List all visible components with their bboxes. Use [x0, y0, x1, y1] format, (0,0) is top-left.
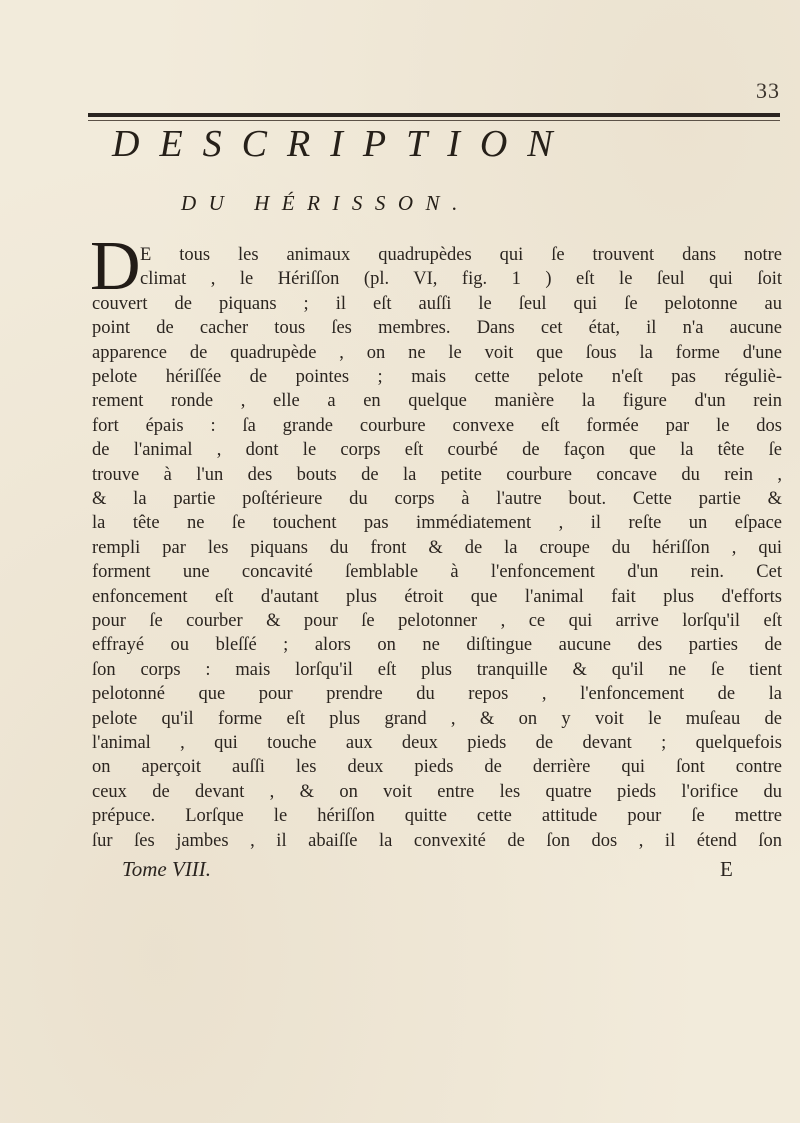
text-line: pelote hériſſée de pointes ; mais cette pelote n'eſt pas réguliè-: [92, 367, 782, 387]
text-line: ſur ſes jambes , il abaiſſe la convexité de ſon dos , il étend ſon: [92, 830, 782, 851]
drop-cap: D: [90, 228, 141, 305]
header-rule-thin: [88, 120, 780, 121]
text-line: la tête ne ſe touchent pas immédiatement , il reſte un eſpace: [92, 513, 782, 534]
text-line: de l'animal , dont le corps eſt courbé de façon que la tête ſe: [92, 440, 782, 461]
text-line: fort épais : ſa grande courbure convexe eſt formée par le dos: [92, 415, 782, 436]
text-line: rement ronde , elle a en quelque manière la figure d'un rein: [92, 391, 782, 412]
text-line: on aperçoit auſſi les deux pieds de derrière qui ſont contre: [92, 757, 782, 778]
text-line: forment une concavité ſemblable à l'enfoncement d'un rein. Cet: [92, 562, 782, 583]
text-line: pelotonné que pour prendre du repos , l'enfoncement de la: [92, 684, 782, 705]
text-line: l'animal , qui touche aux deux pieds de devant ; quelquefois: [92, 733, 782, 753]
page-number: 33: [756, 78, 780, 103]
text-line: rempli par les piquans du front & de la croupe du hériſſon , qui: [92, 537, 782, 558]
text-line: couvert de piquans ; il eſt auſſi le ſeul qui ſe pelotonne au: [92, 293, 782, 314]
header-rule: [88, 113, 780, 117]
text-line: apparence de quadrupède , on ne le voit que ſous la forme d'une: [92, 342, 782, 363]
volume-signature: Tome VIII.: [122, 857, 212, 881]
text-line: climat , le Hériſſon (pl. VI, fig. 1 ) eſt le ſeul qui ſoit: [140, 269, 782, 290]
text-line: effrayé ou bleſſé ; alors on ne diſtingue aucune des parties de: [92, 635, 782, 656]
chapter-subtitle: DU HÉRISSON.: [181, 191, 470, 215]
text-line: point de cacher tous ſes membres. Dans cet état, il n'a aucune: [92, 318, 782, 339]
text-line: prépuce. Lorſque le hériſſon quitte cette attitude pour ſe mettre: [92, 806, 782, 827]
text-line: E tous les animaux quadrupèdes qui ſe trouvent dans notre: [140, 245, 782, 265]
text-line: ceux de devant , & on voit entre les quatre pieds l'orifice du: [92, 781, 782, 802]
text-line: pelote qu'il forme eſt plus grand , & on y voit le muſeau de: [92, 708, 782, 729]
chapter-title: DESCRIPTION: [112, 123, 573, 165]
text-line: trouve à l'un des bouts de la petite courbure concave du rein ,: [92, 464, 782, 485]
gathering-signature: E: [720, 857, 733, 881]
text-line: & la partie poſtérieure du corps à l'autre bout. Cette partie &: [92, 489, 782, 509]
text-line: ſon corps : mais lorſqu'il eſt plus tranquille & qu'il ne ſe tient: [92, 659, 782, 680]
text-line: enfoncement eſt d'autant plus étroit que l'animal fait plus d'efforts: [92, 586, 782, 607]
text-line: pour ſe courber & pour ſe pelotonner , ce qui arrive lorſqu'il eſt: [92, 611, 782, 631]
